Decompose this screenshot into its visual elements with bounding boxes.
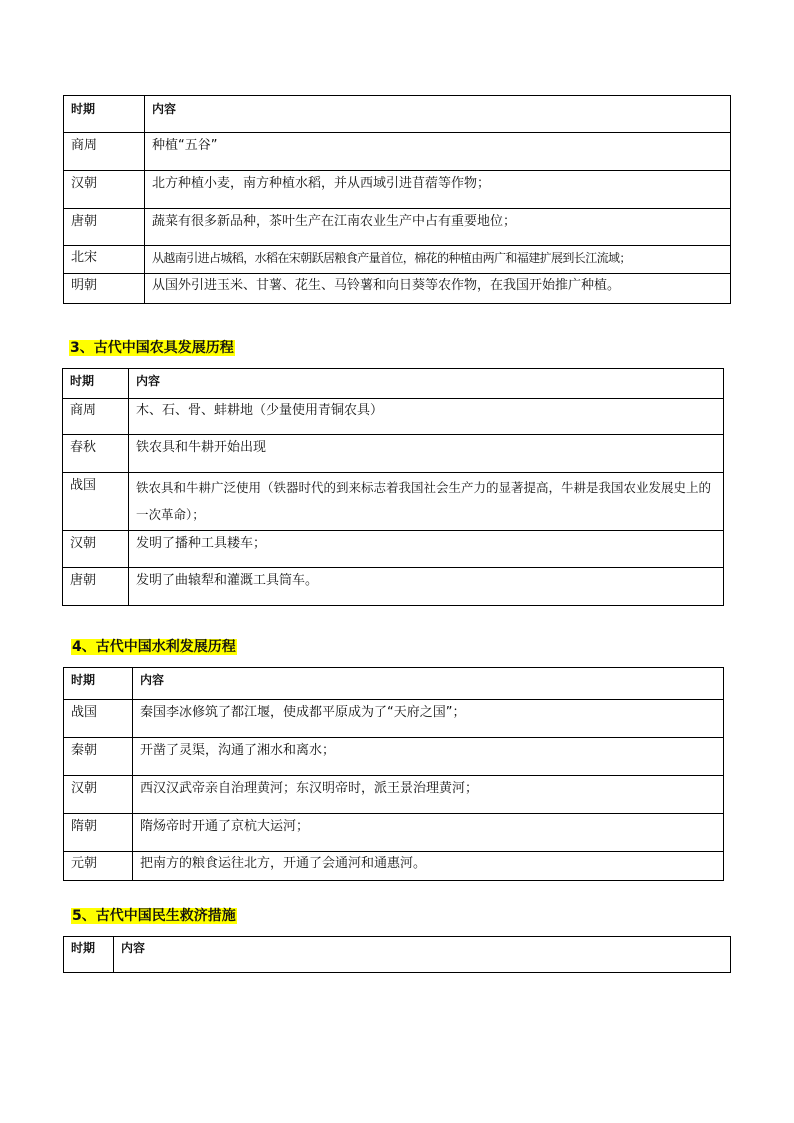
section-title-water <box>71 637 237 657</box>
header-period: 时期 <box>64 937 114 973</box>
header-period: 时期 <box>64 96 145 133</box>
row-content: 隋炀帝时开通了京杭大运河； <box>133 814 724 852</box>
row-period: 春秋 <box>63 435 129 473</box>
table-row <box>63 473 724 531</box>
table-row <box>64 171 731 209</box>
table-row <box>64 738 724 776</box>
row-period: 商周 <box>63 399 129 435</box>
row-content: 蔬菜有很多新品种，茶叶生产在江南农业生产中占有重要地位； <box>145 209 731 246</box>
table-row <box>64 246 731 274</box>
table-row <box>63 531 724 568</box>
table-row <box>63 435 724 473</box>
row-period: 元朝 <box>64 852 133 881</box>
table-row <box>64 776 724 814</box>
row-content: 铁农具和牛耕广泛使用（铁器时代的到来标志着我国社会生产力的显著提高，牛耕是我国农业发展史上的一次革命）； <box>129 473 724 531</box>
header-content: 内容 <box>133 668 724 700</box>
section-title-text: 3、古代中国农具发展历程 <box>70 340 234 356</box>
table-row <box>64 814 724 852</box>
table-row <box>64 274 731 304</box>
tools-table <box>62 368 724 606</box>
row-content: 从国外引进玉米、甘薯、花生、马铃薯和向日葵等农作物，在我国开始推广种植。 <box>145 274 731 304</box>
header-content: 内容 <box>145 96 731 133</box>
row-period: 明朝 <box>64 274 145 304</box>
section-title-tools <box>69 338 235 358</box>
table-row <box>64 700 724 738</box>
table-row <box>63 568 724 606</box>
row-content: 北方种植小麦，南方种植水稻，并从西域引进苜蓿等作物； <box>145 171 731 209</box>
row-content: 秦国李冰修筑了都江堰，使成都平原成为了“天府之国”； <box>133 700 724 738</box>
row-content: 发明了曲辕犁和灌溉工具筒车。 <box>129 568 724 606</box>
row-period: 隋朝 <box>64 814 133 852</box>
row-content: 西汉汉武帝亲自治理黄河；东汉明帝时，派王景治理黄河； <box>133 776 724 814</box>
row-period: 唐朝 <box>64 209 145 246</box>
table-header-row <box>63 369 724 399</box>
table-row <box>64 133 731 171</box>
header-content: 内容 <box>114 937 731 973</box>
row-period: 汉朝 <box>63 531 129 568</box>
row-content: 从越南引进占城稻，水稻在宋朝跃居粮食产量首位，棉花的种植由两广和福建扩展到长江流域； <box>145 246 731 274</box>
section-title-text: 5、古代中国民生救济措施 <box>72 908 236 924</box>
row-content: 种植“五谷” <box>145 133 731 171</box>
table-row <box>63 399 724 435</box>
table-header-row <box>64 937 731 973</box>
row-content: 木、石、骨、蚌耕地（少量使用青铜农具） <box>129 399 724 435</box>
row-period: 战国 <box>63 473 129 531</box>
row-period: 秦朝 <box>64 738 133 776</box>
row-content: 开凿了灵渠，沟通了湘水和离水； <box>133 738 724 776</box>
water-table <box>63 667 724 881</box>
row-period: 唐朝 <box>63 568 129 606</box>
table-header-row <box>64 96 731 133</box>
row-content: 铁农具和牛耕开始出现 <box>129 435 724 473</box>
table-row <box>64 209 731 246</box>
row-period: 汉朝 <box>64 776 133 814</box>
section-title-relief <box>71 906 237 926</box>
table-header-row <box>64 668 724 700</box>
row-period: 北宋 <box>64 246 145 274</box>
crops-table <box>63 95 731 304</box>
header-period: 时期 <box>64 668 133 700</box>
row-period: 商周 <box>64 133 145 171</box>
header-content: 内容 <box>129 369 724 399</box>
row-content: 把南方的粮食运往北方，开通了会通河和通惠河。 <box>133 852 724 881</box>
row-content: 发明了播种工具耧车； <box>129 531 724 568</box>
row-period: 战国 <box>64 700 133 738</box>
section-title-text: 4、古代中国水利发展历程 <box>72 639 236 655</box>
table-row <box>64 852 724 881</box>
relief-table <box>63 936 731 973</box>
row-period: 汉朝 <box>64 171 145 209</box>
header-period: 时期 <box>63 369 129 399</box>
